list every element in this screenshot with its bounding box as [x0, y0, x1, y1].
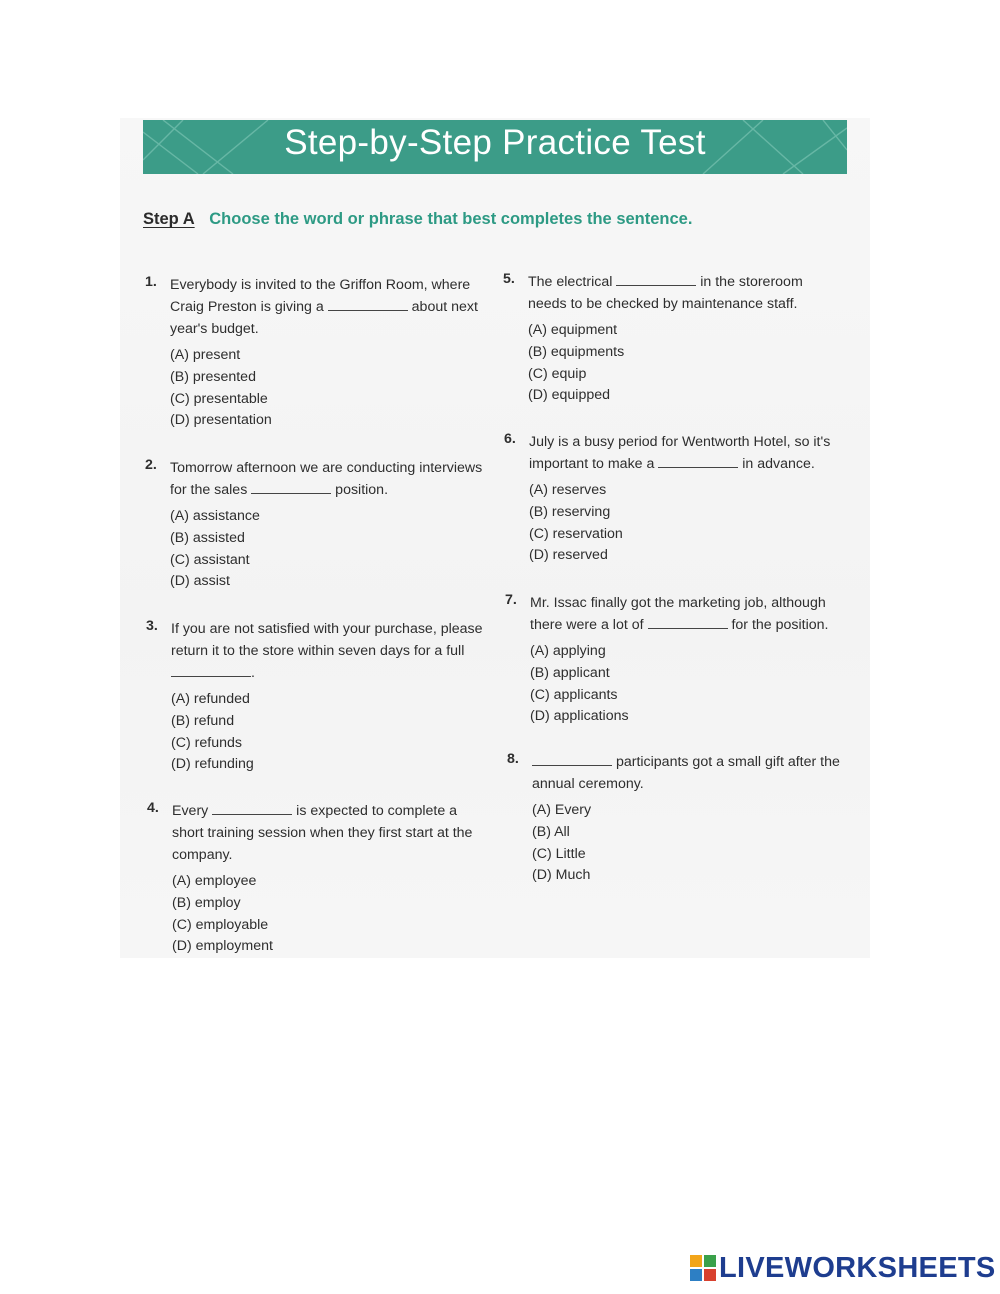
option: (C) employable: [172, 916, 269, 933]
answer-blank[interactable]: [532, 753, 612, 766]
step-instruction: Choose the word or phrase that best completes the sentence.: [209, 210, 693, 228]
answer-blank[interactable]: [328, 298, 408, 311]
option: (B) applicant: [530, 664, 610, 681]
option: (C) refunds: [171, 734, 242, 751]
question-text: Mr. Issac finally got the marketing job, although there were a lot of for the position.: [530, 595, 829, 633]
option: (B) All: [532, 823, 570, 840]
option-list: [172, 871, 487, 958]
step-label: Step A: [143, 210, 195, 228]
question-number: 5.: [503, 271, 515, 287]
question-1: [145, 274, 485, 432]
question-2: [145, 457, 485, 593]
liveworksheets-mark-icon: [690, 1255, 716, 1281]
page-title: Step-by-Step Practice Test: [284, 123, 706, 162]
option: (C) presentable: [170, 390, 268, 407]
option: (B) assisted: [170, 529, 245, 546]
option: (A) applying: [530, 643, 606, 659]
question-text: Tomorrow afternoon we are conducting interviews for the sales position.: [170, 460, 483, 498]
question-4: [147, 800, 487, 958]
question-3: [146, 618, 486, 776]
option: (D) presentation: [170, 412, 272, 429]
answer-blank[interactable]: [616, 273, 696, 286]
question-5: [503, 271, 843, 407]
answer-blank[interactable]: [658, 455, 738, 468]
option-list: [529, 480, 844, 567]
question-text: July is a busy period for Wentworth Hotel, so it's important to make a in advance.: [529, 434, 831, 472]
question-text: participants got a small gift after the annual ceremony.: [532, 754, 840, 792]
question-text: The electrical in the storeroom needs to be checked by maintenance staff.: [528, 274, 803, 312]
option: (B) presented: [170, 368, 256, 385]
question-number: 4.: [147, 800, 159, 816]
option: (B) reserving: [529, 503, 611, 520]
question-8: [507, 751, 847, 887]
option: (D) Much: [532, 867, 591, 884]
answer-blank[interactable]: [171, 664, 251, 677]
brand-name: LIVEWORKSHEETS: [719, 1251, 996, 1284]
question-text: If you are not satisfied with your purchase, please return it to the store within seven days for a full .: [171, 621, 483, 681]
answer-blank[interactable]: [212, 802, 292, 815]
option-list: [528, 320, 843, 407]
option: (C) applicants: [530, 686, 618, 703]
option: (C) assistant: [170, 551, 250, 568]
option: (A) equipment: [528, 322, 618, 338]
option: (D) applications: [530, 708, 629, 725]
question-7: [505, 592, 845, 728]
option-list: [532, 800, 847, 887]
question-text: Everybody is invited to the Griffon Room, where Craig Preston is giving a about next year's budget.: [170, 277, 478, 337]
option-list: [170, 506, 485, 593]
option: (D) assist: [170, 573, 230, 590]
question-number: 7.: [505, 592, 517, 608]
question-number: 8.: [507, 751, 519, 767]
option-list: [530, 641, 845, 728]
question-number: 3.: [146, 618, 158, 634]
question-number: 1.: [145, 274, 157, 290]
option: (A) reserves: [529, 482, 607, 498]
option: (A) Every: [532, 802, 592, 818]
option-list: [170, 345, 485, 432]
question-text: Every is expected to complete a short training session when they first start at the company.: [172, 803, 473, 863]
question-6: [504, 431, 844, 567]
answer-blank[interactable]: [251, 481, 331, 494]
option: (C) Little: [532, 845, 586, 862]
step-heading: [143, 210, 692, 229]
option: (D) employment: [172, 938, 273, 955]
option: (B) equipments: [528, 343, 625, 360]
option: (B) employ: [172, 894, 241, 911]
answer-blank[interactable]: [648, 616, 728, 629]
option: (B) refund: [171, 712, 235, 729]
liveworksheets-logo: [690, 1250, 996, 1286]
option: (A) employee: [172, 873, 257, 889]
option: (C) equip: [528, 365, 587, 382]
option: (C) reservation: [529, 525, 623, 542]
option: (D) refunding: [171, 756, 254, 773]
option: (D) equipped: [528, 387, 611, 404]
title-banner: [143, 120, 847, 174]
option-list: [171, 689, 486, 776]
question-number: 6.: [504, 431, 516, 447]
option: (A) present: [170, 347, 241, 363]
question-number: 2.: [145, 457, 157, 473]
option: (A) refunded: [171, 691, 250, 707]
option: (A) assistance: [170, 508, 260, 524]
option: (D) reserved: [529, 547, 608, 564]
